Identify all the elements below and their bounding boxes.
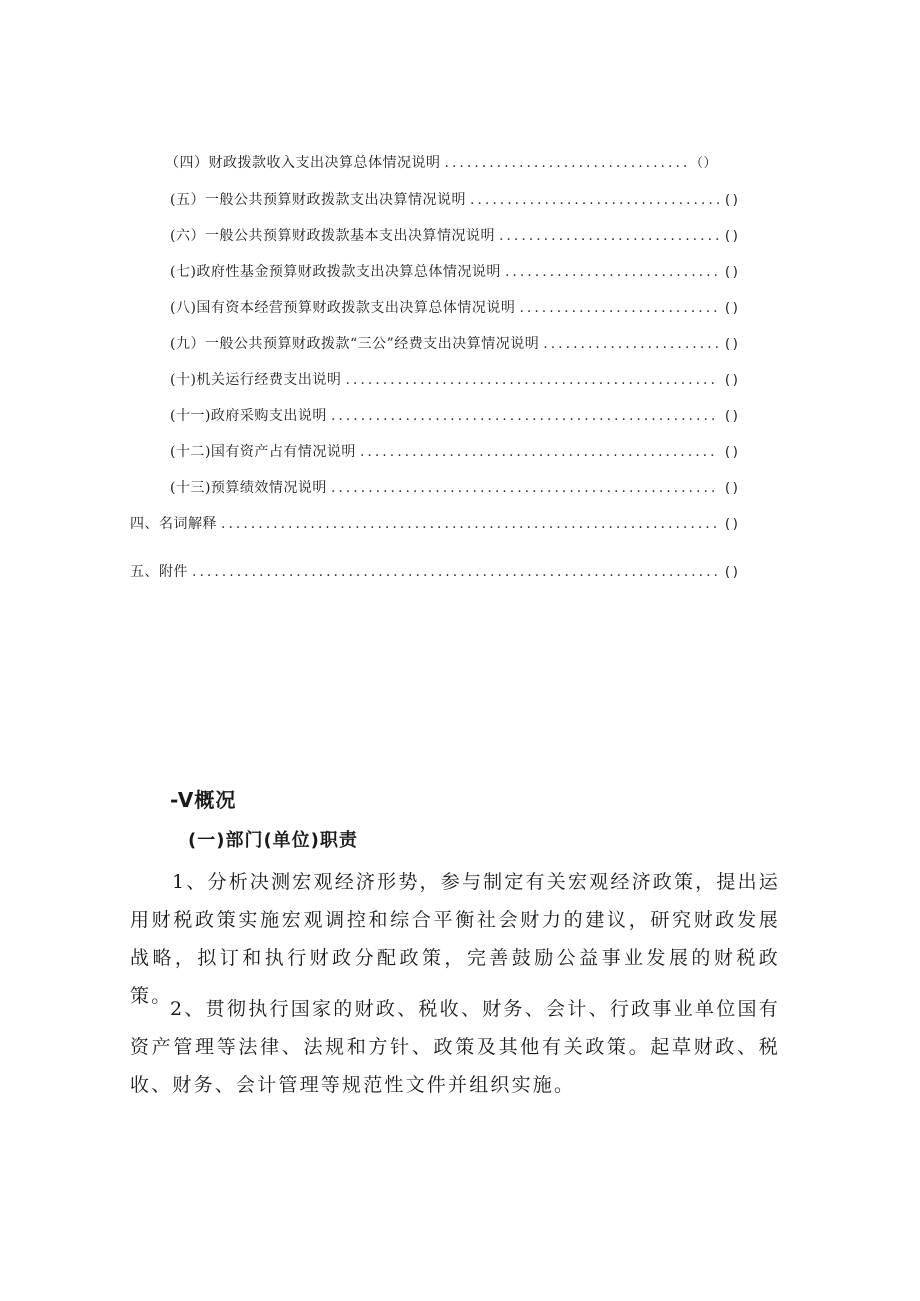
toc-entry-label: (六）一般公共预算财政拨款基本支出决算情况说明 <box>170 228 495 244</box>
body-paragraph: 1、分析决测宏观经济形势，参与制定有关宏观经济政策，提出运用财税政策实施宏观调控和综合平衡社会财力的建议，研究财政发展战略，拟订和执行财政分配政策，完善鼓励公益事业发展的财税政策。 <box>130 871 780 1007</box>
toc-entry-label: (十三)预算绩效情况说明 <box>170 480 327 496</box>
toc-entry-4 <box>165 152 717 180</box>
toc-page-number: () <box>723 373 740 388</box>
toc-page-number: () <box>723 409 740 424</box>
toc-page-number: () <box>723 265 740 280</box>
toc-entry-13 <box>170 477 740 505</box>
toc-entry-label: (十一)政府采购支出说明 <box>170 408 327 424</box>
toc-page-number: () <box>723 565 740 580</box>
toc-page-number: （） <box>689 156 717 171</box>
toc-entry-label: (五）一般公共预算财政拨款支出决算情况说明 <box>170 192 466 208</box>
toc-entry-label: (七)政府性基金预算财政拨款支出决算总体情况说明 <box>170 264 501 280</box>
toc-entry-8 <box>170 297 740 325</box>
toc-entry-7 <box>170 261 740 289</box>
toc-entry-label: 四、名词解释 <box>130 516 217 532</box>
toc-leader-dots <box>499 228 719 244</box>
toc-leader-dots <box>360 444 719 460</box>
toc-entry-label: (八)国有资本经营预算财政拨款支出决算总体情况说明 <box>170 300 516 316</box>
toc-entry-6 <box>170 225 740 253</box>
toc-page-number: () <box>723 229 740 244</box>
toc-page-number: () <box>723 481 740 496</box>
toc-leader-dots <box>519 300 719 316</box>
body-paragraph: 2、贯彻执行国家的财政、税收、财务、会计、行政事业单位国有资产管理等法律、法规和方针、政策及其他有关政策。起草财政、税收、财务、会计管理等规范性文件并组织实施。 <box>130 998 780 1096</box>
toc-page-number: () <box>723 193 740 208</box>
toc-entry-glossary <box>130 513 740 541</box>
section-heading: -V概况 <box>170 788 237 812</box>
toc-page-number: () <box>723 301 740 316</box>
toc-entry-label: (十)机关运行经费支出说明 <box>170 372 342 388</box>
toc-page-number: () <box>723 445 740 460</box>
toc-entry-label: 五、附件 <box>130 564 188 580</box>
toc-leader-dots <box>345 372 719 388</box>
subsection-heading: (一)部门(单位)职责 <box>188 830 358 851</box>
toc-entry-5 <box>170 189 740 217</box>
toc-leader-dots <box>445 155 686 171</box>
toc-entry-11 <box>170 405 740 433</box>
toc-entry-attachments <box>130 561 740 589</box>
toc-leader-dots <box>331 480 719 496</box>
toc-leader-dots <box>470 192 719 208</box>
toc-leader-dots <box>331 408 719 424</box>
toc-leader-dots <box>505 264 719 280</box>
toc-leader-dots <box>192 564 719 580</box>
toc-leader-dots <box>543 336 719 352</box>
toc-entry-label: (十二)国有资产占有情况说明 <box>170 444 356 460</box>
toc-entry-label: (九）一般公共预算财政拨款“三公”经费支出决算情况说明 <box>170 336 540 352</box>
toc-leader-dots <box>221 516 719 532</box>
toc-page-number: () <box>723 337 740 352</box>
toc-entry-12 <box>170 441 740 469</box>
toc-page-number: () <box>723 517 740 532</box>
toc-entry-9 <box>170 333 740 361</box>
toc-entry-label: （四）财政拨款收入支出决算总体情况说明 <box>165 155 441 171</box>
toc-entry-10 <box>170 369 740 397</box>
